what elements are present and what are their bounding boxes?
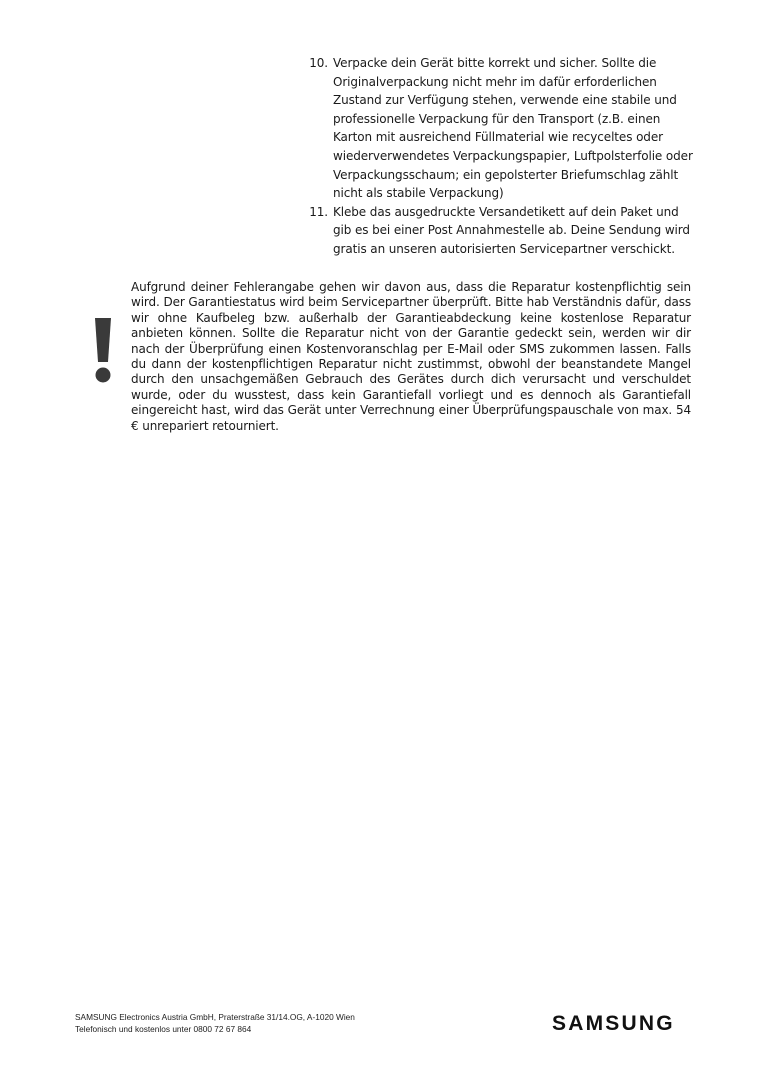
- step-item: [306, 203, 698, 259]
- step-text: Verpacke dein Gerät bitte korrekt und sicher. Sollte die Originalverpackung nicht mehr im dafür erforderlichen Zustand zur Verfügung stehen, verwende eine stabile und professionelle Verpackung für den Transport (z.B. einen Karton mit ausreichend Füllmaterial wie recyceltes oder wiederverwendetes Verpackungspapier, Luftpolsterfolie oder Verpackungsschaum; ein gepolsterter Briefumschlag zählt nicht als stabile Verpackung): [333, 56, 693, 201]
- exclamation-icon: [92, 318, 114, 384]
- footer-company-line: SAMSUNG Electronics Austria GmbH, Praterstraße 31/14.OG, A-1020 Wien: [75, 1012, 355, 1022]
- instruction-steps: [306, 54, 698, 259]
- footer-phone-line: Telefonisch und kostenlos unter 0800 72 67 864: [75, 1023, 252, 1034]
- exclamation-icon-graphic: [92, 318, 114, 384]
- step-number: 11.: [309, 204, 328, 219]
- step-item: [306, 54, 698, 203]
- samsung-logo: SAMSUNG: [552, 1012, 675, 1035]
- step-text: Klebe das ausgedruckte Versandetikett auf dein Paket und gib es bei einer Post Annahmestelle ab. Deine Sendung wird gratis an unseren autorisierten Servicepartner verschickt.: [333, 204, 690, 256]
- warning-text: Aufgrund deiner Fehlerangabe gehen wir davon aus, dass die Reparatur kostenpflichtig sein wird. Der Garantiestatus wird beim Servicepartner überprüft. Bitte hab Verständnis dafür, dass wir ohne Kaufbeleg bzw. außerhalb der Garantieabdeckung keine kostenlose Reparatur anbieten können. Sollte die Reparatur nicht von der Garantie gedeckt sein, werden wir dir nach der Überprüfung einen Kostenvoranschlag per E-Mail oder SMS zukommen lassen. Falls du dann der kostenpflichtigen Reparatur nicht zustimmst, obwohl der beanstandete Mangel durch den unsachgemäßen Gebrauch des Gerätes durch dich verursacht und verschuldet wurde, oder du wusstest, dass kein Garantiefall vorliegt und es dennoch als Garantiefall eingereicht hast, wird das Gerät unter Verrechnung einer Überprüfungspauschale von max. 54 € unrepariert retourniert.: [131, 280, 691, 433]
- footer-address: [75, 1012, 405, 1035]
- step-number: 10.: [309, 56, 328, 70]
